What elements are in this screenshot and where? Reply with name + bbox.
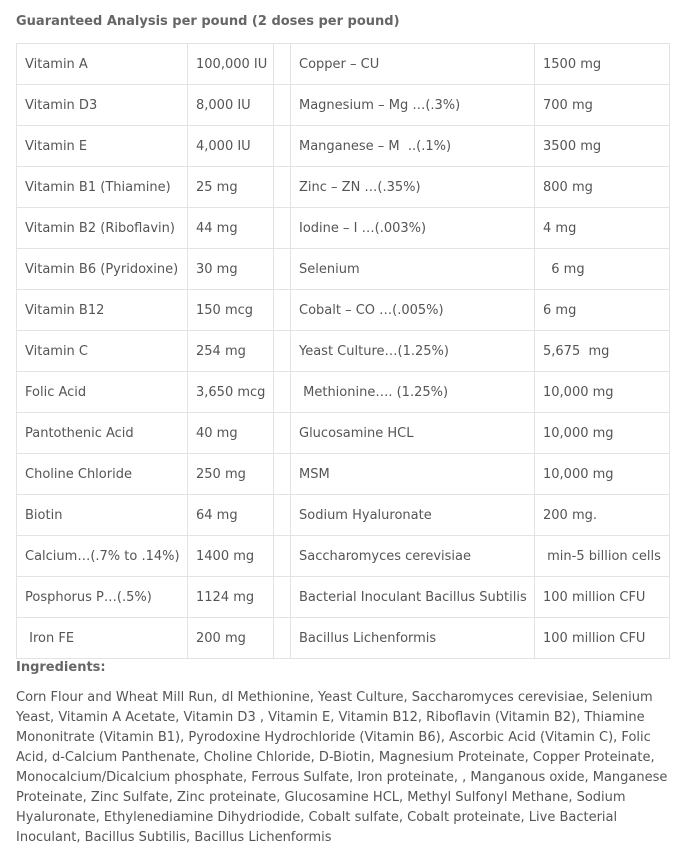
nutrient-amount-cell: 1400 mg bbox=[188, 536, 274, 577]
spacer-cell bbox=[274, 454, 291, 495]
table-row bbox=[17, 44, 670, 85]
mineral-name-cell: Glucosamine HCL bbox=[291, 413, 535, 454]
spacer-cell bbox=[274, 44, 291, 85]
mineral-amount-cell: 1500 mg bbox=[535, 44, 670, 85]
table-row bbox=[17, 618, 670, 659]
nutrient-name-cell: Vitamin E bbox=[17, 126, 188, 167]
spacer-cell bbox=[274, 208, 291, 249]
nutrient-amount-cell: 100,000 IU bbox=[188, 44, 274, 85]
mineral-name-cell: Cobalt – CO …(.005%) bbox=[291, 290, 535, 331]
mineral-amount-cell: 200 mg. bbox=[535, 495, 670, 536]
mineral-name-cell: Bacillus Lichenformis bbox=[291, 618, 535, 659]
nutrient-amount-cell: 4,000 IU bbox=[188, 126, 274, 167]
spacer-cell bbox=[274, 290, 291, 331]
mineral-name-cell: Magnesium – Mg …(.3%) bbox=[291, 85, 535, 126]
nutrient-name-cell: Vitamin D3 bbox=[17, 85, 188, 126]
table-row bbox=[17, 577, 670, 618]
mineral-amount-cell: 6 mg bbox=[535, 249, 670, 290]
table-row bbox=[17, 331, 670, 372]
guaranteed-analysis-table bbox=[16, 43, 670, 659]
nutrient-name-cell: Folic Acid bbox=[17, 372, 188, 413]
nutrient-name-cell: Pantothenic Acid bbox=[17, 413, 188, 454]
mineral-amount-cell: 5,675 mg bbox=[535, 331, 670, 372]
table-row bbox=[17, 413, 670, 454]
mineral-amount-cell: 800 mg bbox=[535, 167, 670, 208]
mineral-name-cell: MSM bbox=[291, 454, 535, 495]
spacer-cell bbox=[274, 167, 291, 208]
nutrient-name-cell: Vitamin A bbox=[17, 44, 188, 85]
mineral-name-cell: Saccharomyces cerevisiae bbox=[291, 536, 535, 577]
table-row bbox=[17, 249, 670, 290]
mineral-name-cell: Iodine – I …(.003%) bbox=[291, 208, 535, 249]
nutrient-name-cell: Posphorus P…(.5%) bbox=[17, 577, 188, 618]
nutrient-amount-cell: 40 mg bbox=[188, 413, 274, 454]
nutrient-amount-cell: 64 mg bbox=[188, 495, 274, 536]
mineral-name-cell: Zinc – ZN …(.35%) bbox=[291, 167, 535, 208]
table-row bbox=[17, 536, 670, 577]
mineral-amount-cell: 3500 mg bbox=[535, 126, 670, 167]
mineral-amount-cell: 10,000 mg bbox=[535, 372, 670, 413]
spacer-cell bbox=[274, 618, 291, 659]
mineral-amount-cell: 4 mg bbox=[535, 208, 670, 249]
nutrient-name-cell: Vitamin B1 (Thiamine) bbox=[17, 167, 188, 208]
nutrient-amount-cell: 1124 mg bbox=[188, 577, 274, 618]
mineral-amount-cell: 100 million CFU bbox=[535, 618, 670, 659]
nutrient-name-cell: Vitamin B6 (Pyridoxine) bbox=[17, 249, 188, 290]
table-row bbox=[17, 167, 670, 208]
ingredients-title: Ingredients: bbox=[16, 660, 106, 675]
nutrient-name-cell: Choline Chloride bbox=[17, 454, 188, 495]
table-row bbox=[17, 454, 670, 495]
analysis-heading: Guaranteed Analysis per pound (2 doses per pound) bbox=[16, 14, 400, 29]
mineral-amount-cell: 700 mg bbox=[535, 85, 670, 126]
spacer-cell bbox=[274, 331, 291, 372]
nutrient-name-cell: Vitamin C bbox=[17, 331, 188, 372]
mineral-amount-cell: 100 million CFU bbox=[535, 577, 670, 618]
mineral-amount-cell: min-5 billion cells bbox=[535, 536, 670, 577]
mineral-name-cell: Methionine…. (1.25%) bbox=[291, 372, 535, 413]
nutrient-amount-cell: 30 mg bbox=[188, 249, 274, 290]
nutrient-name-cell: Calcium…(.7% to .14%) bbox=[17, 536, 188, 577]
nutrient-amount-cell: 25 mg bbox=[188, 167, 274, 208]
ingredients-text: Corn Flour and Wheat Mill Run, dl Methionine, Yeast Culture, Saccharomyces cerevisiae, Selenium Yeast, Vitamin A Acetate, Vitamin D3 , Vitamin E, Vitamin B12, Riboflavin (Vitamin B2), Thiamine Mononitrate (Vitamin B1), Pyrodoxine Hydrochloride (Vitamin B6), Ascorbic Acid (Vitamin C), Folic Acid, d-Calcium Panthenate, Choline Chloride, D-Biotin, Magnesium Proteinate, Copper Proteinate, Monocalcium/Dicalcium phosphate, Ferrous Sulfate, Iron proteinate, , Manganous oxide, Manganese Proteinate, Zinc Sulfate, Zinc proteinate, Glucosamine HCL, Methyl Sulfonyl Methane, Sodium Hyaluronate, Ethylenediamine Dihydriodide, Cobalt sulfate, Cobalt proteinate, Live Bacterial Inoculant, Bacillus Subtilis, Bacillus Lichenformis bbox=[16, 690, 668, 845]
spacer-cell bbox=[274, 249, 291, 290]
mineral-amount-cell: 10,000 mg bbox=[535, 413, 670, 454]
mineral-amount-cell: 10,000 mg bbox=[535, 454, 670, 495]
mineral-name-cell: Copper – CU bbox=[291, 44, 535, 85]
spacer-cell bbox=[274, 126, 291, 167]
mineral-amount-cell: 6 mg bbox=[535, 290, 670, 331]
mineral-name-cell: Sodium Hyaluronate bbox=[291, 495, 535, 536]
nutrient-amount-cell: 3,650 mcg bbox=[188, 372, 274, 413]
table-row bbox=[17, 85, 670, 126]
mineral-name-cell: Manganese – M ..(.1%) bbox=[291, 126, 535, 167]
spacer-cell bbox=[274, 536, 291, 577]
spacer-cell bbox=[274, 413, 291, 454]
spacer-cell bbox=[274, 372, 291, 413]
table-row bbox=[17, 495, 670, 536]
table-row bbox=[17, 208, 670, 249]
nutrient-name-cell: Vitamin B12 bbox=[17, 290, 188, 331]
nutrient-amount-cell: 250 mg bbox=[188, 454, 274, 495]
spacer-cell bbox=[274, 577, 291, 618]
nutrient-name-cell: Iron FE bbox=[17, 618, 188, 659]
nutrient-amount-cell: 200 mg bbox=[188, 618, 274, 659]
nutrient-name-cell: Vitamin B2 (Riboflavin) bbox=[17, 208, 188, 249]
nutrient-amount-cell: 8,000 IU bbox=[188, 85, 274, 126]
table-row bbox=[17, 372, 670, 413]
mineral-name-cell: Bacterial Inoculant Bacillus Subtilis bbox=[291, 577, 535, 618]
analysis-table-body bbox=[17, 44, 670, 659]
spacer-cell bbox=[274, 85, 291, 126]
mineral-name-cell: Selenium bbox=[291, 249, 535, 290]
table-row bbox=[17, 126, 670, 167]
nutrient-amount-cell: 254 mg bbox=[188, 331, 274, 372]
table-row bbox=[17, 290, 670, 331]
nutrient-amount-cell: 150 mcg bbox=[188, 290, 274, 331]
mineral-name-cell: Yeast Culture…(1.25%) bbox=[291, 331, 535, 372]
nutrient-amount-cell: 44 mg bbox=[188, 208, 274, 249]
spacer-cell bbox=[274, 495, 291, 536]
nutrient-name-cell: Biotin bbox=[17, 495, 188, 536]
